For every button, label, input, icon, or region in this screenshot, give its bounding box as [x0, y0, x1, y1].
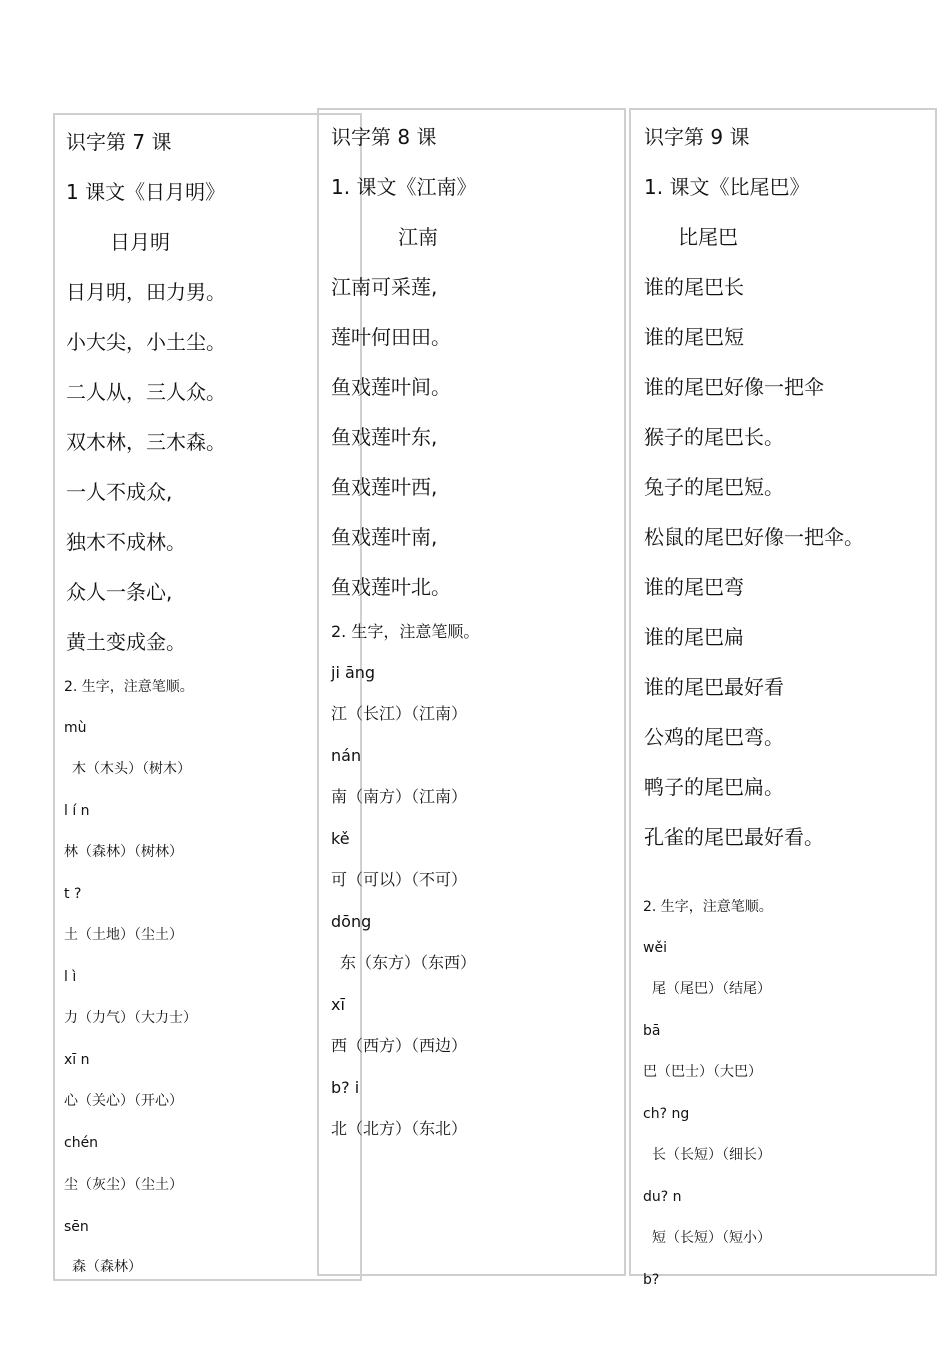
char-words: 北（北方）（东北）: [331, 1119, 468, 1138]
char-pinyin: sēn: [64, 1219, 89, 1235]
char-words: 短（长短）（短小）: [652, 1230, 771, 1246]
lesson-7-title: 识字第 7 课: [66, 130, 172, 154]
poem-line: 黄土变成金。: [66, 630, 186, 654]
char-words: 长（长短）（细长）: [652, 1147, 771, 1163]
char-pinyin: t ?: [64, 886, 82, 902]
poem-line: 一人不成众,: [66, 480, 173, 504]
char-words: 江（长江）（江南）: [331, 704, 468, 723]
poem-line: 鱼戏莲叶间。: [331, 375, 451, 399]
poem-line: 松鼠的尾巴好像一把伞。: [644, 525, 864, 549]
char-pinyin: chén: [64, 1135, 99, 1151]
poem-line: 鸭子的尾巴扁。: [644, 775, 784, 799]
char-pinyin: du? n: [643, 1189, 682, 1205]
char-words: 林（森林）（树林）: [64, 844, 183, 860]
poem-line: 兔子的尾巴短。: [644, 475, 784, 499]
poem-line: 江南可采莲,: [331, 275, 438, 299]
poem-line: 双木林，三木森。: [66, 430, 226, 454]
char-words: 力（力气）（大力士）: [64, 1010, 197, 1026]
poem-line: 莲叶何田田。: [331, 325, 451, 349]
poem-line: 谁的尾巴长: [644, 275, 744, 299]
char-pinyin: ch? ng: [643, 1106, 690, 1122]
poem-line: 鱼戏莲叶北。: [331, 575, 451, 599]
char-words: 木（木头）（树木）: [72, 761, 191, 777]
poem-line: 日月明，田力男。: [66, 280, 226, 304]
poem-line: 公鸡的尾巴弯。: [644, 725, 784, 749]
char-words: 尘（灰尘）（尘土）: [64, 1177, 183, 1193]
poem-line: 谁的尾巴扁: [644, 625, 744, 649]
poem-line: 小大尖，小土尘。: [66, 330, 226, 354]
poem-line: 谁的尾巴最好看: [644, 675, 784, 699]
char-words: 西（西方）（西边）: [331, 1036, 468, 1055]
poem-line: 孔雀的尾巴最好看。: [644, 825, 824, 849]
char-words: 土（土地）（尘土）: [64, 927, 183, 943]
char-words: 东（东方）（东西）: [340, 953, 477, 972]
char-pinyin: bā: [643, 1023, 661, 1039]
char-pinyin: wěi: [643, 940, 667, 956]
char-pinyin: ji āng: [331, 663, 376, 682]
char-pinyin: l ì: [64, 969, 77, 985]
poem-line: 众人一条心,: [66, 580, 173, 604]
lesson-8-chars-heading: 2. 生字，注意笔顺。: [331, 622, 480, 641]
char-words: 尾（尾巴）（结尾）: [652, 981, 771, 997]
poem-line: 猴子的尾巴长。: [644, 425, 784, 449]
char-pinyin: dōng: [331, 912, 372, 931]
char-words: 南（南方）（江南）: [331, 787, 468, 806]
char-words: 森（森林）: [72, 1259, 142, 1275]
poem-line: 谁的尾巴短: [644, 325, 744, 349]
char-pinyin: l í n: [64, 803, 90, 819]
poem-line: 独木不成林。: [66, 530, 186, 554]
poem-line: 二人从，三人众。: [66, 380, 226, 404]
poem-line: 鱼戏莲叶东,: [331, 425, 438, 449]
poem-line: 谁的尾巴弯: [644, 575, 744, 599]
char-pinyin: xī: [331, 995, 345, 1014]
lesson-9-poem-title: 比尾巴: [678, 225, 738, 249]
lesson-9-title: 识字第 9 课: [644, 125, 750, 149]
lesson-8-text-heading: 1. 课文《江南》: [331, 175, 477, 199]
lesson-8-title: 识字第 8 课: [331, 125, 437, 149]
lesson-9-chars-heading: 2. 生字，注意笔顺。: [643, 899, 773, 915]
char-pinyin: xī n: [64, 1052, 90, 1068]
char-words: 可（可以）（不可）: [331, 870, 468, 889]
char-pinyin: b?: [643, 1272, 660, 1288]
poem-line: 鱼戏莲叶西,: [331, 475, 438, 499]
poem-line: 谁的尾巴好像一把伞: [644, 375, 824, 399]
char-pinyin: nán: [331, 746, 362, 765]
char-pinyin: kě: [331, 829, 350, 848]
lesson-8-poem-title: 江南: [398, 225, 438, 249]
lesson-9-text-heading: 1. 课文《比尾巴》: [644, 175, 810, 199]
char-pinyin: b? i: [331, 1078, 360, 1097]
lesson-7-text-heading: 1 课文《日月明》: [66, 180, 226, 204]
lesson-7-chars-heading: 2. 生字，注意笔顺。: [64, 679, 194, 695]
char-pinyin: mù: [64, 720, 87, 736]
poem-line: 鱼戏莲叶南,: [331, 525, 438, 549]
char-words: 巴（巴士）（大巴）: [643, 1064, 762, 1080]
char-words: 心（关心）（开心）: [64, 1093, 183, 1109]
lesson-7-poem-title: 日月明: [110, 230, 170, 254]
